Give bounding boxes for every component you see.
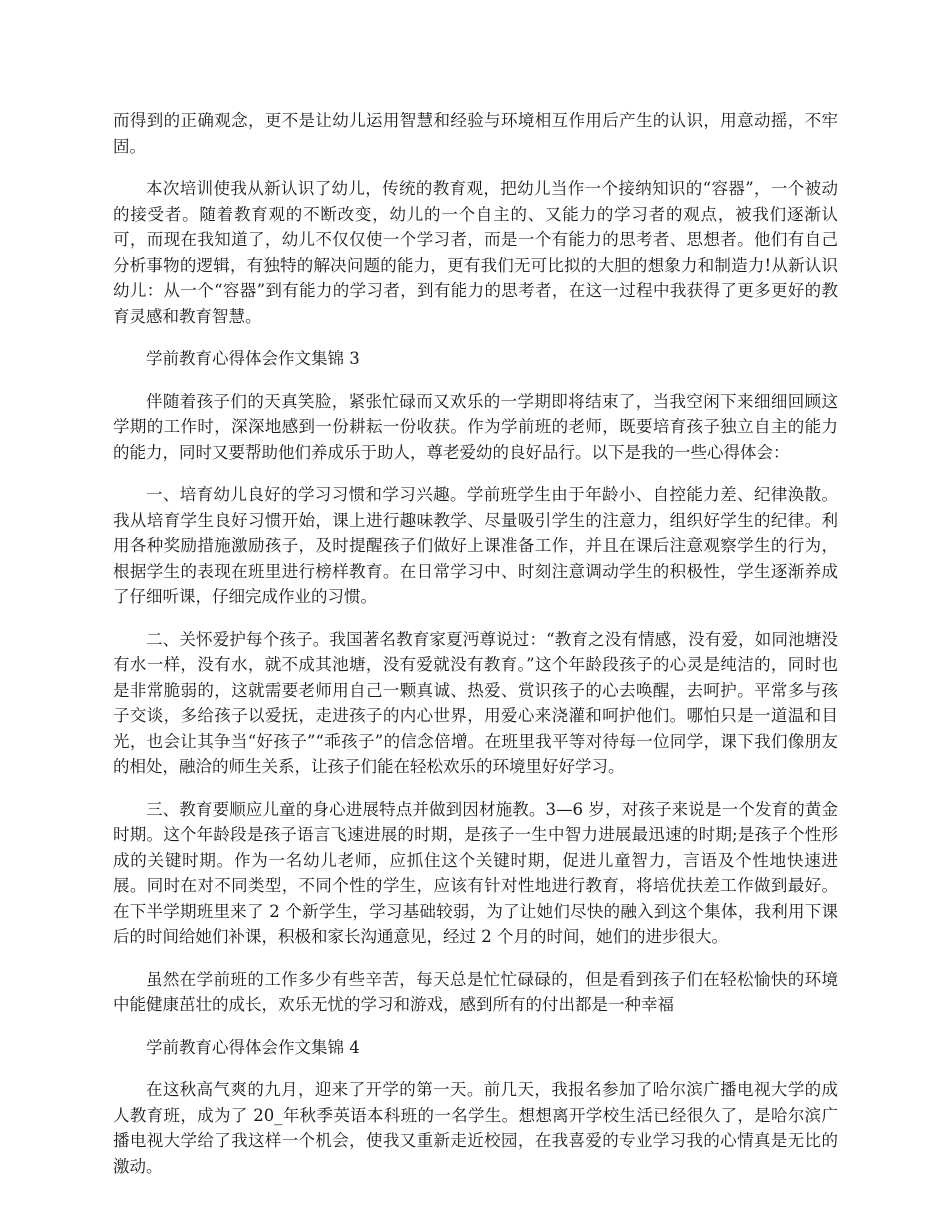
paragraph-8: 在这秋高气爽的九月，迎来了开学的第一天。前几天，我报名参加了哈尔滨广播电视大学的成人教育班，成为了 20_年秋季英语本科班的一名学生。想想离开学校生活已经很久了，是哈尔滨广播电视大学给了我这样一个机会，使我又重新走近校园，在我喜爱的专业学习我的心情真是无比的激动。	[113, 1080, 838, 1176]
paragraph-7: 虽然在学前班的工作多少有些辛苦，每天总是忙忙碌碌的，但是看到孩子们在轻松愉快的环境中能健康茁壮的成长，欢乐无忧的学习和游戏，感到所有的付出都是一种幸福	[113, 969, 838, 1014]
paragraph-4: 一、培育幼儿良好的学习习惯和学习兴趣。学前班学生由于年龄小、自控能力差、纪律涣散。我从培育学生良好习惯开始，课上进行趣味教学、尽量吸引学生的注意力，组织好学生的纪律。利用各种奖励措施激励孩子，及时提醒孩子们做好上课准备工作，并且在课后注意观察学生的行为，根据学生的表现在班里进行榜样教育。在日常学习中、时刻注意调动学生的积极性，学生逐渐养成了仔细听课，仔细完成作业的习惯。	[113, 485, 838, 606]
paragraph-6: 三、教育要顺应儿童的身心进展特点并做到因材施教。3—6 岁，对孩子来说是一个发育的黄金时期。这个年龄段是孩子语言飞速进展的时期，是孩子一生中智力进展最迅速的时期;是孩子个性形成的关键时期。作为一名幼儿老师，应抓住这个关键时期，促进儿童智力，言语及个性地快速进展。同时在对不同类型，不同个性的学生，应该有针对性地进行教育，将培优扶差工作做到最好。在下半学期班里来了 2 个新学生，学习基础较弱，为了让她们尽快的融入到这个集体，我利用下课后的时间给她们补课，积极和家长沟通意见，经过 2 个月的时间，她们的进步很大。	[113, 799, 838, 946]
paragraph-2: 本次培训使我从新认识了幼儿，传统的教育观，把幼儿当作一个接纳知识的“容器”，一个被动的接受者。随着教育观的不断改变，幼儿的一个自主的、又能力的学习者的观点，被我们逐渐认可，而现在我知道了，幼儿不仅仅使一个学习者，而是一个有能力的思考者、思想者。他们有自己分析事物的逻辑，有独特的解决问题的能力，更有我们无可比拟的大胆的想象力和制造力!从新认识幼儿：从一个“容器”到有能力的学习者，到有能力的思考者，在这一过程中我获得了更多更好的教育灵感和教育智慧。	[113, 179, 838, 326]
paragraph-3: 伴随着孩子们的天真笑脸，紧张忙碌而又欢乐的一学期即将结束了，当我空闲下来细细回顾这学期的工作时，深深地感到一份耕耘一份收获。作为学前班的老师，既要培育孩子独立自主的能力的能力，同时又要帮助他们养成乐于助人，尊老爱幼的良好品行。以下是我的一些心得体会：	[113, 391, 838, 462]
paragraph-1: 而得到的正确观念，更不是让幼儿运用智慧和经验与环境相互作用后产生的认识，用意动摇，不牢固。	[113, 111, 838, 156]
section-heading-3: 学前教育心得体会作文集锦 3	[146, 349, 360, 368]
paragraph-5: 二、关怀爱护每个孩子。我国著名教育家夏沔尊说过：“教育之没有情感，没有爱，如同池塘没有水一样，没有水，就不成其池塘，没有爱就没有教育。”这个年龄段孩子的心灵是纯洁的，同时也是非常脆弱的，这就需要老师用自己一颗真诚、热爱、赏识孩子的心去唤醒，去呵护。平常多与孩子交谈，多给孩子以爱抚，走进孩子的内心世界，用爱心来浇灌和呵护他们。哪怕只是一道温和目光，也会让其争当“好孩子”“乖孩子”的信念倍增。在班里我平等对待每一位同学，课下我们像朋友的相处，融洽的师生关系，让孩子们能在轻松欢乐的环境里好好学习。	[113, 629, 838, 776]
section-heading-4: 学前教育心得体会作文集锦 4	[146, 1037, 360, 1057]
